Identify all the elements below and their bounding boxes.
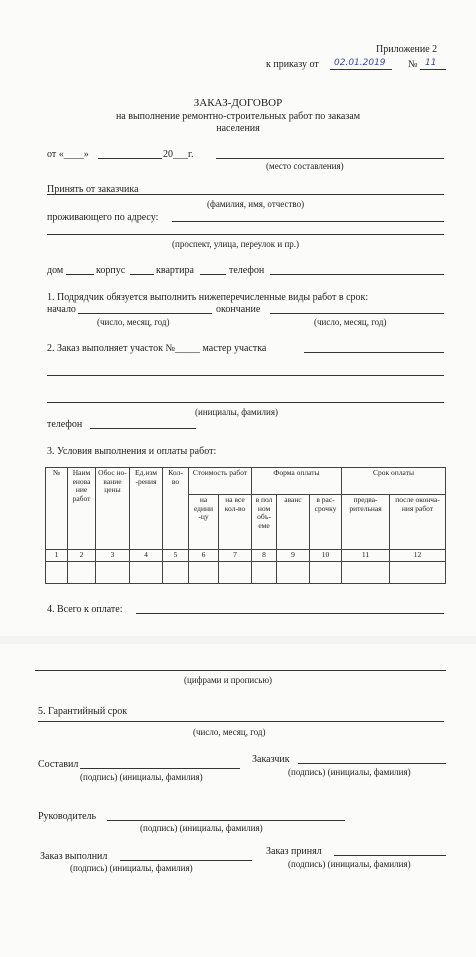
- document-title: ЗАКАЗ-ДОГОВОР: [193, 97, 283, 109]
- fio-caption: (фамилия, имя, отчество): [207, 199, 305, 209]
- received-label: Заказ принял: [266, 846, 322, 857]
- order-no-label: №: [408, 59, 418, 70]
- total-caption: (цифрами и прописью): [184, 675, 273, 685]
- appendix-label: Приложение 2: [376, 44, 438, 55]
- warranty-caption: (число, месяц, год): [193, 727, 266, 737]
- master-phone-label: телефон: [47, 419, 83, 430]
- column-number: 5: [163, 550, 189, 562]
- master-caption: (инициалы, фамилия): [195, 407, 278, 417]
- customer-caption: (подпись) (инициалы, фамилия): [288, 767, 411, 777]
- residing-label: проживающего по адресу:: [47, 212, 159, 223]
- header-number: №: [46, 468, 68, 550]
- header-unit: Ед.изм -рения: [130, 468, 163, 550]
- header-payment-term: Срок оплаты: [342, 468, 446, 495]
- customer-sign-label: Заказчик: [252, 754, 290, 765]
- start-caption: (число, месяц, год): [97, 317, 170, 327]
- house-line: [66, 274, 94, 275]
- column-number: 9: [277, 550, 310, 562]
- section-1-text: 1. Подрядчик обязуется выполнить нижеперечисленные виды работ в срок:: [47, 292, 369, 303]
- customer-name-line: [47, 194, 444, 195]
- manager-caption: (подпись) (инициалы, фамилия): [140, 823, 263, 833]
- header-preliminary: предва- рительная: [342, 495, 390, 550]
- end-line: [270, 313, 444, 314]
- column-number: 11: [342, 550, 390, 562]
- section-5-text: 5. Гарантийный срок: [38, 706, 128, 717]
- terms-table: [45, 467, 446, 584]
- order-prefix: к приказу от: [266, 59, 319, 70]
- column-number: 1: [46, 550, 68, 562]
- master-line: [304, 352, 444, 353]
- address-line-2: [47, 234, 444, 235]
- accepted-label: Принять от заказчика: [47, 184, 139, 195]
- master-phone-line: [90, 428, 196, 429]
- end-label: окончание: [216, 304, 261, 315]
- place-line: [216, 158, 444, 159]
- end-caption: (число, месяц, год): [314, 317, 387, 327]
- done-label: Заказ выполнил: [40, 851, 108, 862]
- warranty-line: [38, 721, 444, 722]
- column-number: 12: [390, 550, 446, 562]
- start-line: [78, 313, 212, 314]
- date-from: от «____»: [47, 149, 89, 160]
- column-number: 2: [68, 550, 96, 562]
- phone-line: [270, 274, 444, 275]
- date-month-line: [98, 158, 162, 159]
- composed-caption: (подпись) (инициалы, фамилия): [80, 772, 203, 782]
- master-extra-line: [47, 375, 444, 376]
- address-caption: (проспект, улица, переулок и пр.): [172, 239, 300, 249]
- header-cost: Стоимость работ: [189, 468, 252, 495]
- received-caption: (подпись) (инициалы, фамилия): [288, 859, 411, 869]
- building-label: корпус: [96, 265, 126, 276]
- composed-signature-line: [80, 768, 240, 769]
- header-full: в пол ном объ- еме: [252, 495, 277, 550]
- order-no-handwritten: 11: [425, 58, 437, 68]
- document-page-2: [0, 644, 476, 957]
- done-caption: (подпись) (инициалы, фамилия): [70, 863, 193, 873]
- building-line: [130, 274, 154, 275]
- manager-signature-line: [107, 820, 345, 821]
- customer-signature-line: [298, 763, 446, 764]
- section-4-text: 4. Всего к оплате:: [47, 604, 123, 615]
- header-payment-form: Форма оплаты: [252, 468, 342, 495]
- table-row: [46, 561, 446, 583]
- column-number: 4: [130, 550, 163, 562]
- header-advance: аванс: [277, 495, 310, 550]
- header-total-qty: на все кол-во: [219, 495, 252, 550]
- column-number: 10: [310, 550, 342, 562]
- date-year: 20___г.: [163, 149, 194, 160]
- house-label: дом: [47, 265, 64, 276]
- apartment-line: [200, 274, 226, 275]
- document-subtitle-2: населения: [216, 123, 260, 134]
- section-3-text: 3. Условия выполнения и оплаты работ:: [47, 446, 217, 457]
- received-signature-line: [334, 855, 446, 856]
- phone-label: телефон: [229, 265, 265, 276]
- total-line: [136, 613, 444, 614]
- manager-label: Руководитель: [38, 811, 97, 822]
- column-number: 6: [189, 550, 219, 562]
- header-quantity: Кол- во: [163, 468, 189, 550]
- composed-label: Составил: [38, 759, 79, 770]
- header-work-name: Наим енова ние работ: [68, 468, 96, 550]
- total-amount-line: [35, 670, 446, 671]
- order-date-handwritten: 02.01.2019: [334, 58, 386, 68]
- address-line-1: [172, 221, 444, 222]
- done-signature-line: [120, 860, 252, 861]
- place-caption: (место составления): [266, 161, 344, 171]
- apartment-label: квартира: [156, 265, 194, 276]
- column-number: 7: [219, 550, 252, 562]
- section-2-text: 2. Заказ выполняет участок №_____ мастер участка: [47, 343, 267, 354]
- column-number: 8: [252, 550, 277, 562]
- header-after-completion: после оконча- ния работ: [390, 495, 446, 550]
- header-installment: в рас- срочку: [310, 495, 342, 550]
- header-per-unit: на едини -цу: [189, 495, 219, 550]
- order-date-line: [330, 69, 392, 70]
- master-name-line: [47, 402, 444, 403]
- column-number: 3: [96, 550, 130, 562]
- document-subtitle-1: на выполнение ремонтно-строительных работ по заказам: [115, 111, 361, 122]
- start-label: начало: [47, 304, 76, 315]
- order-no-line: [420, 69, 446, 70]
- header-price-basis: Обос но- вание цены: [96, 468, 130, 550]
